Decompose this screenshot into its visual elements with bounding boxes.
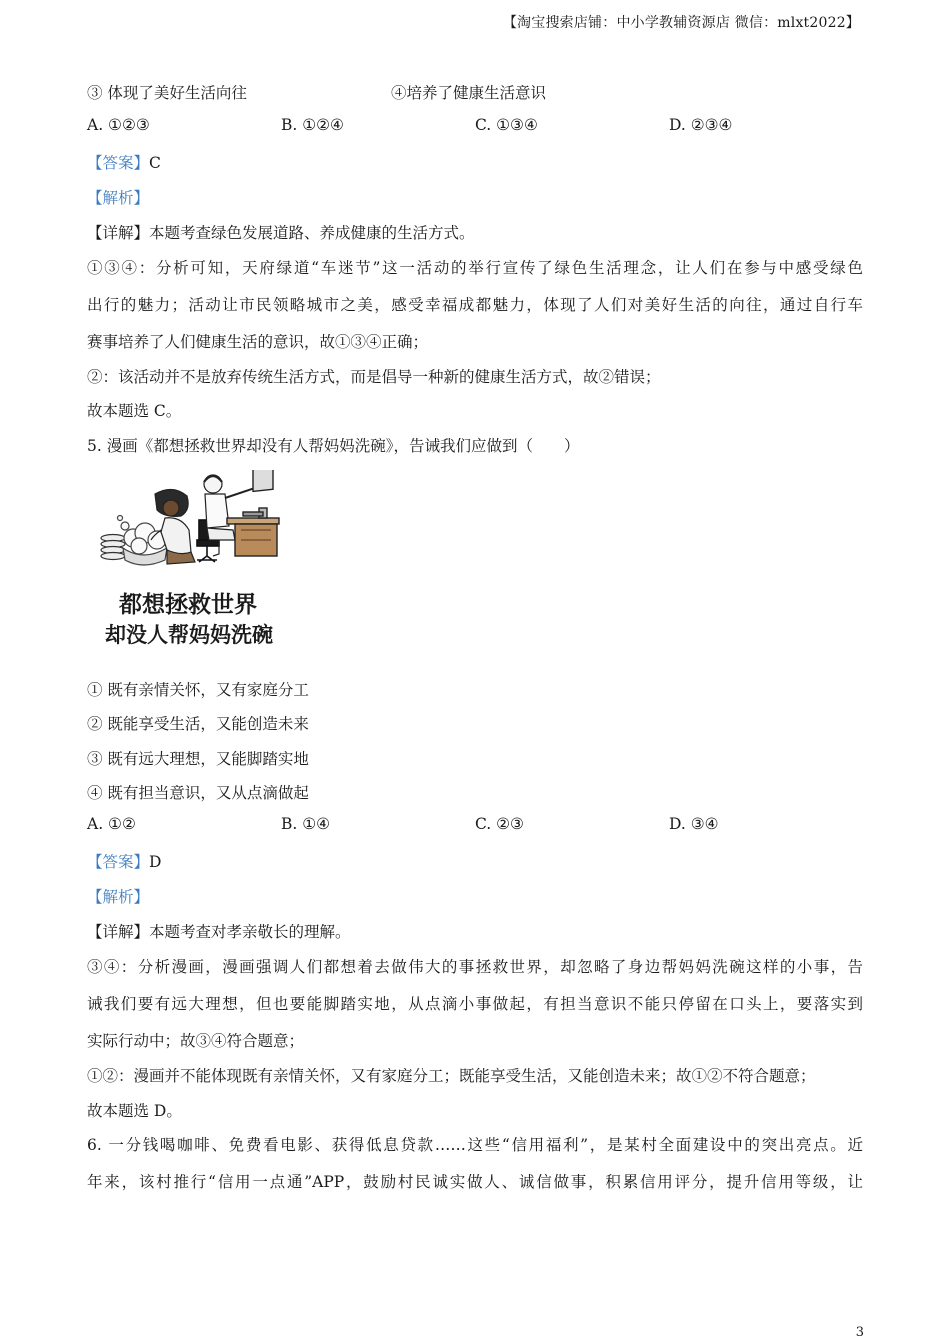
q4-analysis-label: 【解析】: [87, 189, 150, 207]
q4-detail: [87, 221, 475, 243]
q4-explanation-line-1: ①③④：分析可知，天府绿道“车迷节”这一活动的举行宣传了绿色生活理念，让人们在参与中感受绿色: [87, 259, 863, 277]
q4-option-c: C. ①③④: [475, 116, 538, 134]
q5-answer: [87, 850, 161, 872]
q5-conclusion: 故本题选 D。: [87, 1102, 182, 1120]
q5-explanation-line-1: ③④：分析漫画，漫画强调人们都想着去做伟大的事拯救世界，却忽略了身边帮妈妈洗碗这样的小事，告: [87, 958, 863, 976]
cartoon-illustration: [95, 470, 285, 655]
q5-statement-4: ④ 既有担当意识，又从点滴做起: [87, 784, 309, 802]
q4-option-d: D. ②③④: [669, 116, 733, 134]
q5-explanation-line-3: 实际行动中；故③④符合题意；: [87, 1032, 305, 1050]
q4-explanation-line-2: 出行的魅力；活动让市民领略城市之美，感受幸福成都魅力，体现了人们对美好生活的向往，通过自行车: [87, 296, 863, 314]
dish-foam-icon: [118, 516, 168, 566]
q5-statement-2: ② 既能享受生活，又能创造未来: [87, 715, 309, 733]
cartoon-caption-line-2: 却没人帮妈妈洗碗: [105, 623, 273, 647]
q5-statement-3: ③ 既有远大理想，又能脚踏实地: [87, 750, 309, 768]
q5-option-d: D. ③④: [669, 815, 719, 833]
q4-detail-text: 本题考查绿色发展道路、养成健康的生活方式。: [149, 224, 475, 242]
q5-detail: [87, 920, 351, 942]
q4-detail-label: 【详解】: [87, 224, 150, 242]
q5-option-a: A. ①②: [87, 815, 136, 833]
q5-answer-label: 【答案】: [87, 853, 150, 871]
q6-line-1: 6. 一分钱喝咖啡、免费看电影、获得低息贷款……这些“信用福利”，是某村全面建设中的突出亮点。近: [87, 1136, 863, 1154]
q6-line-2: 年来，该村推行“信用一点通”APP，鼓励村民诚实做人、诚信做事，积累信用评分，提升信用等级，让: [87, 1173, 863, 1191]
q5-detail-text: 本题考查对孝亲敬长的理解。: [149, 923, 351, 941]
q5-option-c: C. ②③: [475, 815, 524, 833]
q5-option-b: B. ①④: [281, 815, 331, 833]
q4-statements-row: [87, 81, 547, 103]
q5-explanation-line-4: ①②：漫画并不能体现既有亲情关怀，又有家庭分工；既能享受生活，又能创造未来；故①②不符合题意；: [87, 1067, 816, 1085]
header-note: 【淘宝搜索店铺：中小学教辅资源店 微信：mlxt2022】: [502, 15, 860, 31]
q4-statement-3: ③ 体现了美好生活向往: [87, 84, 247, 102]
q4-explanation-line-3: 赛事培养了人们健康生活的意识，故①③④正确；: [87, 333, 429, 351]
q4-option-a: A. ①②③: [87, 116, 150, 134]
q4-conclusion: 故本题选 C。: [87, 402, 182, 420]
q5-cartoon: [95, 470, 285, 655]
q5-explanation-line-2: 诫我们要有远大理想，但也要能脚踏实地，从点滴小事做起，有担当意识不能只停留在口头上，要落实到: [87, 995, 863, 1013]
cartoon-caption-line-1: 都想拯救世界: [119, 592, 257, 618]
q5-answer-value: D: [149, 853, 162, 871]
q4-option-b: B. ①②④: [281, 116, 344, 134]
q5-detail-label: 【详解】: [87, 923, 150, 941]
q5-statement-1: ① 既有亲情关怀，又有家庭分工: [87, 681, 309, 699]
q4-explanation-line-4: ②：该活动并不是放弃传统生活方式，而是倡导一种新的健康生活方式，故②错误；: [87, 368, 661, 386]
page-number: 3: [855, 1325, 864, 1340]
computer-desk-icon: [227, 470, 279, 556]
q5-analysis-label: 【解析】: [87, 888, 150, 906]
plates-icon: [101, 535, 125, 560]
q4-answer-label: 【答案】: [87, 154, 150, 172]
q4-answer: [87, 151, 161, 173]
q4-statement-4: ④培养了健康生活意识: [391, 84, 547, 102]
q5-question: 5. 漫画《都想拯救世界却没有人帮妈妈洗碗》，告诫我们应做到（ ）: [87, 437, 580, 455]
q4-answer-value: C: [149, 154, 161, 172]
